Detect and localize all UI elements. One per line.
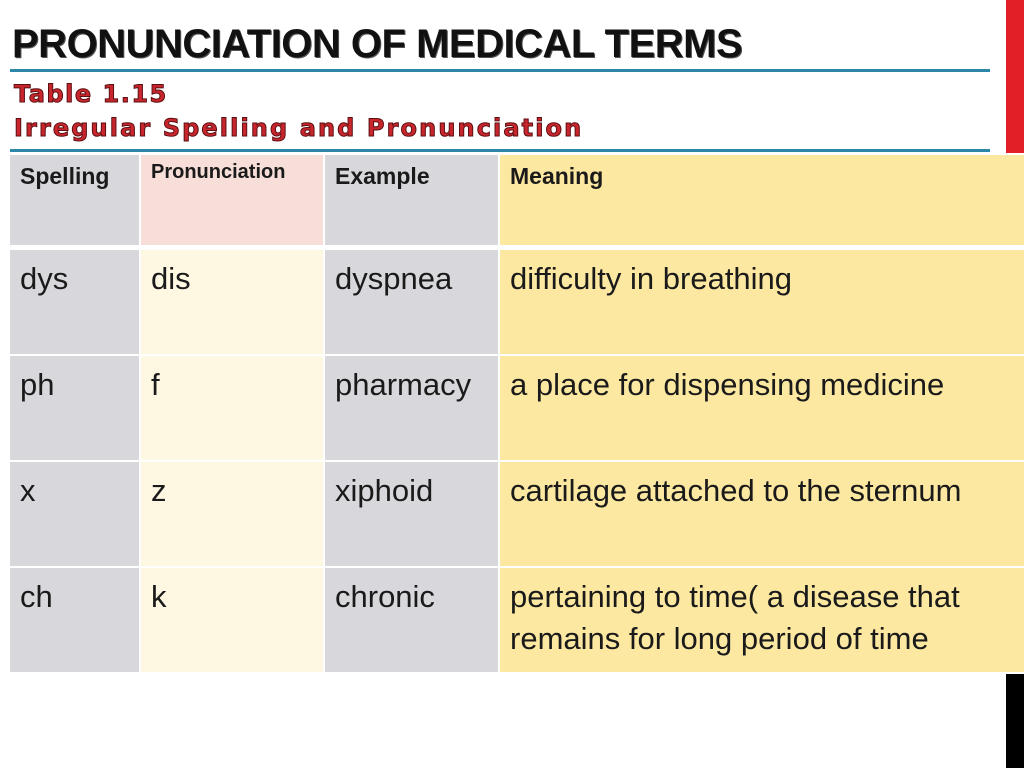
table-row	[9, 461, 1024, 567]
header-meaning: Meaning	[499, 154, 1024, 248]
terms-table	[8, 153, 1024, 674]
table-number: Table 1.15	[14, 80, 168, 108]
slide-title: PRONUNCIATION OF MEDICAL TERMS	[12, 22, 743, 66]
header-pronunciation: Pronunciation	[140, 154, 324, 248]
cell-example: pharmacy	[324, 355, 499, 461]
cell-pronunciation: dis	[140, 248, 324, 356]
cell-pronunciation: z	[140, 461, 324, 567]
header-example: Example	[324, 154, 499, 248]
table-row	[9, 567, 1024, 673]
table-row	[9, 248, 1024, 356]
cell-pronunciation: f	[140, 355, 324, 461]
table-caption: Irregular Spelling and Pronunciation	[14, 114, 584, 142]
cell-spelling: ph	[9, 355, 140, 461]
header-spelling: Spelling	[9, 154, 140, 248]
cell-meaning: a place for dispensing medicine	[499, 355, 1024, 461]
cell-example: chronic	[324, 567, 499, 673]
cell-spelling: dys	[9, 248, 140, 356]
table-row	[9, 355, 1024, 461]
caption-divider	[10, 149, 990, 152]
cell-spelling: x	[9, 461, 140, 567]
cell-spelling: ch	[9, 567, 140, 673]
title-divider	[10, 69, 990, 72]
cell-meaning: difficulty in breathing	[499, 248, 1024, 356]
header-row	[9, 154, 1024, 248]
cell-meaning: pertaining to time( a disease that remains for long period of time	[499, 567, 1024, 673]
cell-example: dyspnea	[324, 248, 499, 356]
cell-pronunciation: k	[140, 567, 324, 673]
cell-example: xiphoid	[324, 461, 499, 567]
cell-meaning: cartilage attached to the sternum	[499, 461, 1024, 567]
